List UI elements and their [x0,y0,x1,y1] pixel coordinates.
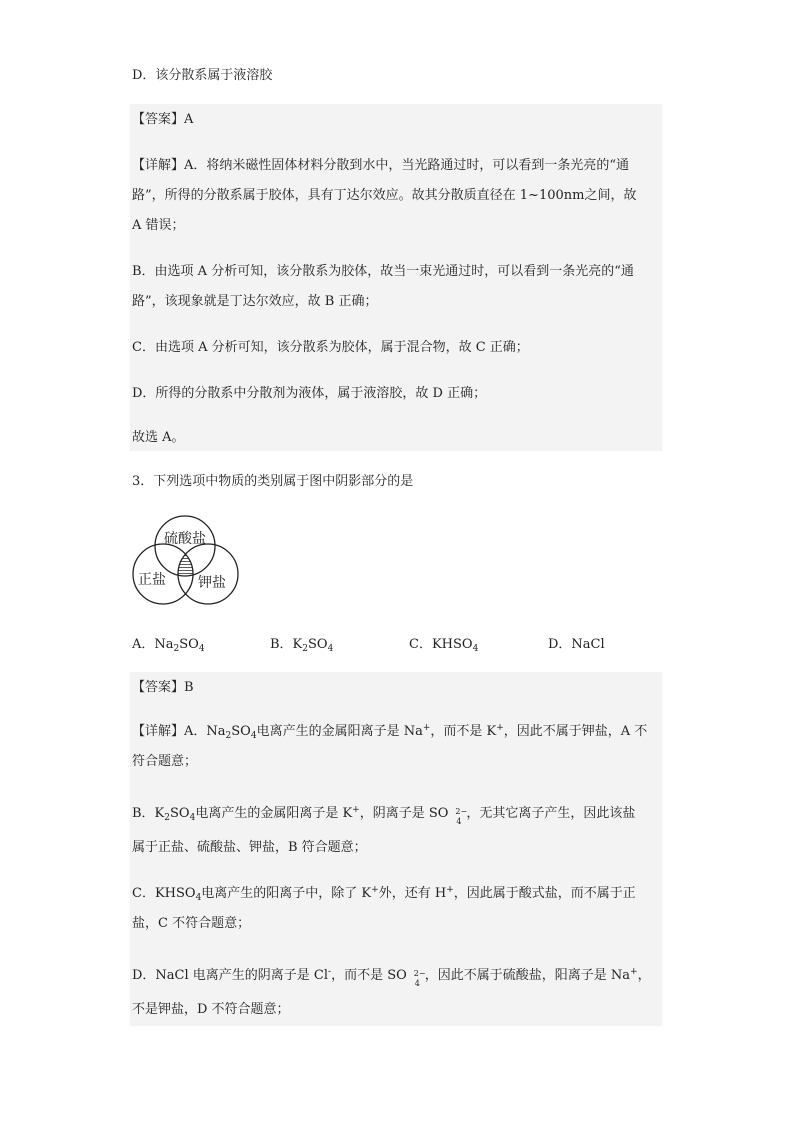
q2-detail-b-line1: B．由选项 A 分析可知，该分散系为胶体，故当一束光通过时，可以看到一条光亮的“通 [132,264,634,279]
venn-label-potassium: 钾盐 [198,575,226,591]
q3-option-a: A．$Na_2SO_4$ [132,637,205,654]
q3-detail-b-line1: B．$K_2SO_4$电离产生的金属阳离子是 K+，阴离子是 SO 2− 4 ，无其它离子产生，因此该盐 [132,805,636,826]
venn-diagram [130,512,240,612]
q2-conclusion: 故选 A。 [132,430,185,445]
q2-answer: 【答案】A [132,112,194,127]
q3-stem: 3．下列选项中物质的类别属于图中阴影部分的是 [132,474,414,489]
q2-detail-a-line2: 路”，所得的分散系属于胶体，具有丁达尔效应。故其分散质直径在 1~100nm之间，故 [132,188,637,203]
q3-option-b: B．$K_2SO_4$ [270,637,334,654]
q3-detail-d-line2: 不是钾盐，D 不符合题意； [132,1002,290,1017]
q3-detail-c-line2: 盐，C 不符合题意； [132,916,251,931]
q2-detail-a-line3: A 错误； [132,218,185,233]
q3-detail-d-line1: D．NaCl 电离产生的阴离子是 Cl-，而不是 SO 2− 4 ，因此不属于硫酸盐，阳离子是 Na+， [132,967,651,988]
q3-option-c: C．$KHSO_4$ [409,637,479,654]
q2-option-d: D．该分散系属于液溶胶 [132,68,273,83]
q2-detail-b-line2: 路”，该现象就是丁达尔效应，故 B 正确； [132,294,378,309]
q3-detail-b-line2: 属于正盐、硫酸盐、钾盐，B 符合题意； [132,840,367,855]
q2-detail-d-line: D．所得的分散系中分散剂为液体，属于液溶胶，故 D 正确； [132,386,487,401]
q3-answer: 【答案】B [132,680,194,695]
q3-option-d: D．NaCl [548,637,605,652]
q3-detail-a-line2: 符合题意； [132,754,198,769]
q3-detail-a-line1: 【详解】A．$Na_2SO_4$电离产生的金属阳离子是 Na+，而不是 K+，因此不属于钾盐，A 不 [132,723,648,741]
q2-detail-a-line1: 【详解】A．将纳米磁性固体材料分散到水中，当光路通过时，可以看到一条光亮的“通 [132,158,630,173]
venn-label-normal-salt: 正盐 [138,572,166,588]
q2-detail-c-line: C．由选项 A 分析可知，该分散系为胶体，属于混合物，故 C 正确； [132,340,529,355]
venn-label-sulfate: 硫酸盐 [164,531,206,547]
q3-detail-c-line1: C．$KHSO_4$电离产生的阳离子中，除了 K+外，还有 H+，因此属于酸式盐，而不属于正 [132,885,636,903]
